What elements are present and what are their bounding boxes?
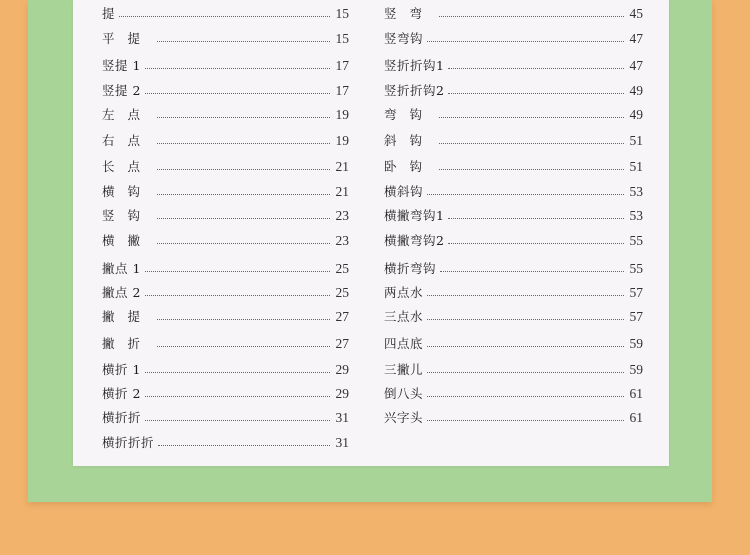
entry-name: 卧钩 (384, 158, 436, 174)
toc-entry[interactable] (102, 101, 349, 121)
dot-leader (158, 445, 330, 446)
entry-name: 横折折 (102, 409, 142, 425)
entry-page: 25 (335, 260, 349, 276)
dot-leader (427, 41, 624, 42)
entry-name: 撇点 2 (102, 284, 141, 300)
entry-name: 竖折折钩2 (384, 82, 445, 98)
toc-entry[interactable] (102, 227, 349, 247)
entry-page: 61 (629, 409, 643, 425)
toc-entry[interactable] (102, 52, 349, 72)
entry-name: 横折弯钩 (384, 260, 437, 276)
entry-name: 倒八头 (384, 385, 424, 401)
dot-leader (448, 68, 624, 69)
entry-name: 三撇儿 (384, 361, 424, 377)
dot-leader (145, 372, 330, 373)
dot-leader (145, 396, 330, 397)
entry-page: 45 (629, 5, 643, 21)
entry-page: 25 (335, 284, 349, 300)
dot-leader (439, 143, 624, 144)
dot-leader (145, 271, 330, 272)
entry-page: 21 (335, 183, 349, 199)
entry-page: 49 (629, 106, 643, 122)
entry-name: 竖钩 (102, 207, 154, 223)
dot-leader (157, 346, 330, 347)
dot-leader (427, 346, 624, 347)
entry-page: 53 (629, 183, 643, 199)
toc-entry[interactable] (102, 153, 349, 173)
entry-page: 27 (335, 308, 349, 324)
entry-name: 横撇 (102, 232, 154, 248)
toc-entry[interactable] (102, 0, 349, 20)
entry-name: 竖弯 (384, 5, 436, 21)
dot-leader (439, 16, 624, 17)
dot-leader (157, 218, 330, 219)
toc-entry[interactable] (102, 202, 349, 222)
toc-entry[interactable] (102, 255, 349, 275)
dot-leader (145, 295, 330, 296)
dot-leader (427, 372, 624, 373)
entry-name: 三点水 (384, 308, 424, 324)
entry-name: 兴字头 (384, 409, 424, 425)
dot-leader (145, 420, 330, 421)
entry-name: 两点水 (384, 284, 424, 300)
dot-leader (439, 117, 624, 118)
entry-name: 右点 (102, 132, 154, 148)
entry-page: 59 (629, 335, 643, 351)
entry-page: 31 (335, 409, 349, 425)
toc-entry[interactable] (102, 380, 349, 400)
entry-name: 横撇弯钩2 (384, 232, 445, 248)
dot-leader (157, 169, 330, 170)
entry-page: 49 (629, 82, 643, 98)
entry-page: 51 (629, 132, 643, 148)
dot-leader (427, 295, 624, 296)
entry-name: 撇点 1 (102, 260, 141, 276)
entry-name: 撇折 (102, 335, 154, 351)
entry-name: 长点 (102, 158, 154, 174)
dot-leader (157, 41, 330, 42)
dot-leader (448, 243, 624, 244)
entry-name: 横折折折 (102, 434, 155, 450)
entry-page: 19 (335, 106, 349, 122)
entry-page: 15 (335, 5, 349, 21)
toc-entry[interactable] (384, 25, 643, 45)
entry-name: 竖提 2 (102, 82, 141, 98)
dot-leader (448, 93, 624, 94)
dot-leader (145, 93, 330, 94)
entry-page: 47 (629, 57, 643, 73)
entry-name: 提 (102, 5, 116, 21)
dot-leader (427, 420, 624, 421)
toc-entry[interactable] (102, 404, 349, 424)
entry-page: 53 (629, 207, 643, 223)
toc-entry[interactable] (384, 77, 643, 97)
entry-page: 27 (335, 335, 349, 351)
entry-page: 17 (335, 82, 349, 98)
dot-leader (448, 218, 624, 219)
toc-entry[interactable] (384, 202, 643, 222)
entry-name: 横折 2 (102, 385, 141, 401)
toc-entry[interactable] (102, 279, 349, 299)
entry-page: 55 (629, 232, 643, 248)
dot-leader (157, 117, 330, 118)
toc-entry[interactable] (102, 330, 349, 350)
toc-entry[interactable] (384, 279, 643, 299)
entry-page: 23 (335, 207, 349, 223)
dot-leader (157, 319, 330, 320)
toc-entry[interactable] (102, 25, 349, 45)
entry-page: 15 (335, 30, 349, 46)
toc-entry[interactable] (102, 77, 349, 97)
entry-page: 51 (629, 158, 643, 174)
dot-leader (427, 194, 624, 195)
entry-page: 19 (335, 132, 349, 148)
toc-entry[interactable] (384, 404, 643, 424)
entry-page: 17 (335, 57, 349, 73)
toc-entry[interactable] (384, 127, 643, 147)
entry-name: 左点 (102, 106, 154, 122)
dot-leader (427, 319, 624, 320)
dot-leader (440, 271, 624, 272)
dot-leader (145, 68, 330, 69)
toc-entry[interactable] (384, 380, 643, 400)
dot-leader (157, 194, 330, 195)
toc-entry[interactable] (384, 303, 643, 323)
entry-page: 57 (629, 308, 643, 324)
entry-name: 横钩 (102, 183, 154, 199)
entry-page: 29 (335, 385, 349, 401)
entry-name: 竖折折钩1 (384, 57, 445, 73)
entry-name: 斜钩 (384, 132, 436, 148)
toc-entry[interactable] (384, 0, 643, 20)
toc-entry[interactable] (384, 356, 643, 376)
entry-name: 横折 1 (102, 361, 141, 377)
toc-entry[interactable] (384, 255, 643, 275)
toc-entry[interactable] (102, 356, 349, 376)
entry-name: 竖弯钩 (384, 30, 424, 46)
toc-entry[interactable] (102, 429, 349, 449)
toc-entry[interactable] (384, 330, 643, 350)
toc-entry[interactable] (384, 178, 643, 198)
entry-page: 55 (629, 260, 643, 276)
entry-name: 四点底 (384, 335, 424, 351)
dot-leader (439, 169, 624, 170)
toc-entry[interactable] (102, 303, 349, 323)
dot-leader (157, 243, 330, 244)
dot-leader (119, 16, 330, 17)
entry-page: 61 (629, 385, 643, 401)
entry-page: 21 (335, 158, 349, 174)
entry-name: 撇提 (102, 308, 154, 324)
entry-name: 竖提 1 (102, 57, 141, 73)
dot-leader (427, 396, 624, 397)
entry-page: 23 (335, 232, 349, 248)
toc-entry[interactable] (384, 101, 643, 121)
entry-name: 横斜钩 (384, 183, 424, 199)
toc-entry[interactable] (384, 227, 643, 247)
toc-entry[interactable] (102, 178, 349, 198)
entry-page: 57 (629, 284, 643, 300)
toc-entry[interactable] (384, 153, 643, 173)
entry-name: 横撇弯钩1 (384, 207, 445, 223)
entry-page: 29 (335, 361, 349, 377)
entry-page: 47 (629, 30, 643, 46)
entry-page: 31 (335, 434, 349, 450)
toc-entry[interactable] (102, 127, 349, 147)
entry-page: 59 (629, 361, 643, 377)
entry-name: 弯钩 (384, 106, 436, 122)
dot-leader (157, 143, 330, 144)
entry-name: 平提 (102, 30, 154, 46)
toc-entry[interactable] (384, 52, 643, 72)
